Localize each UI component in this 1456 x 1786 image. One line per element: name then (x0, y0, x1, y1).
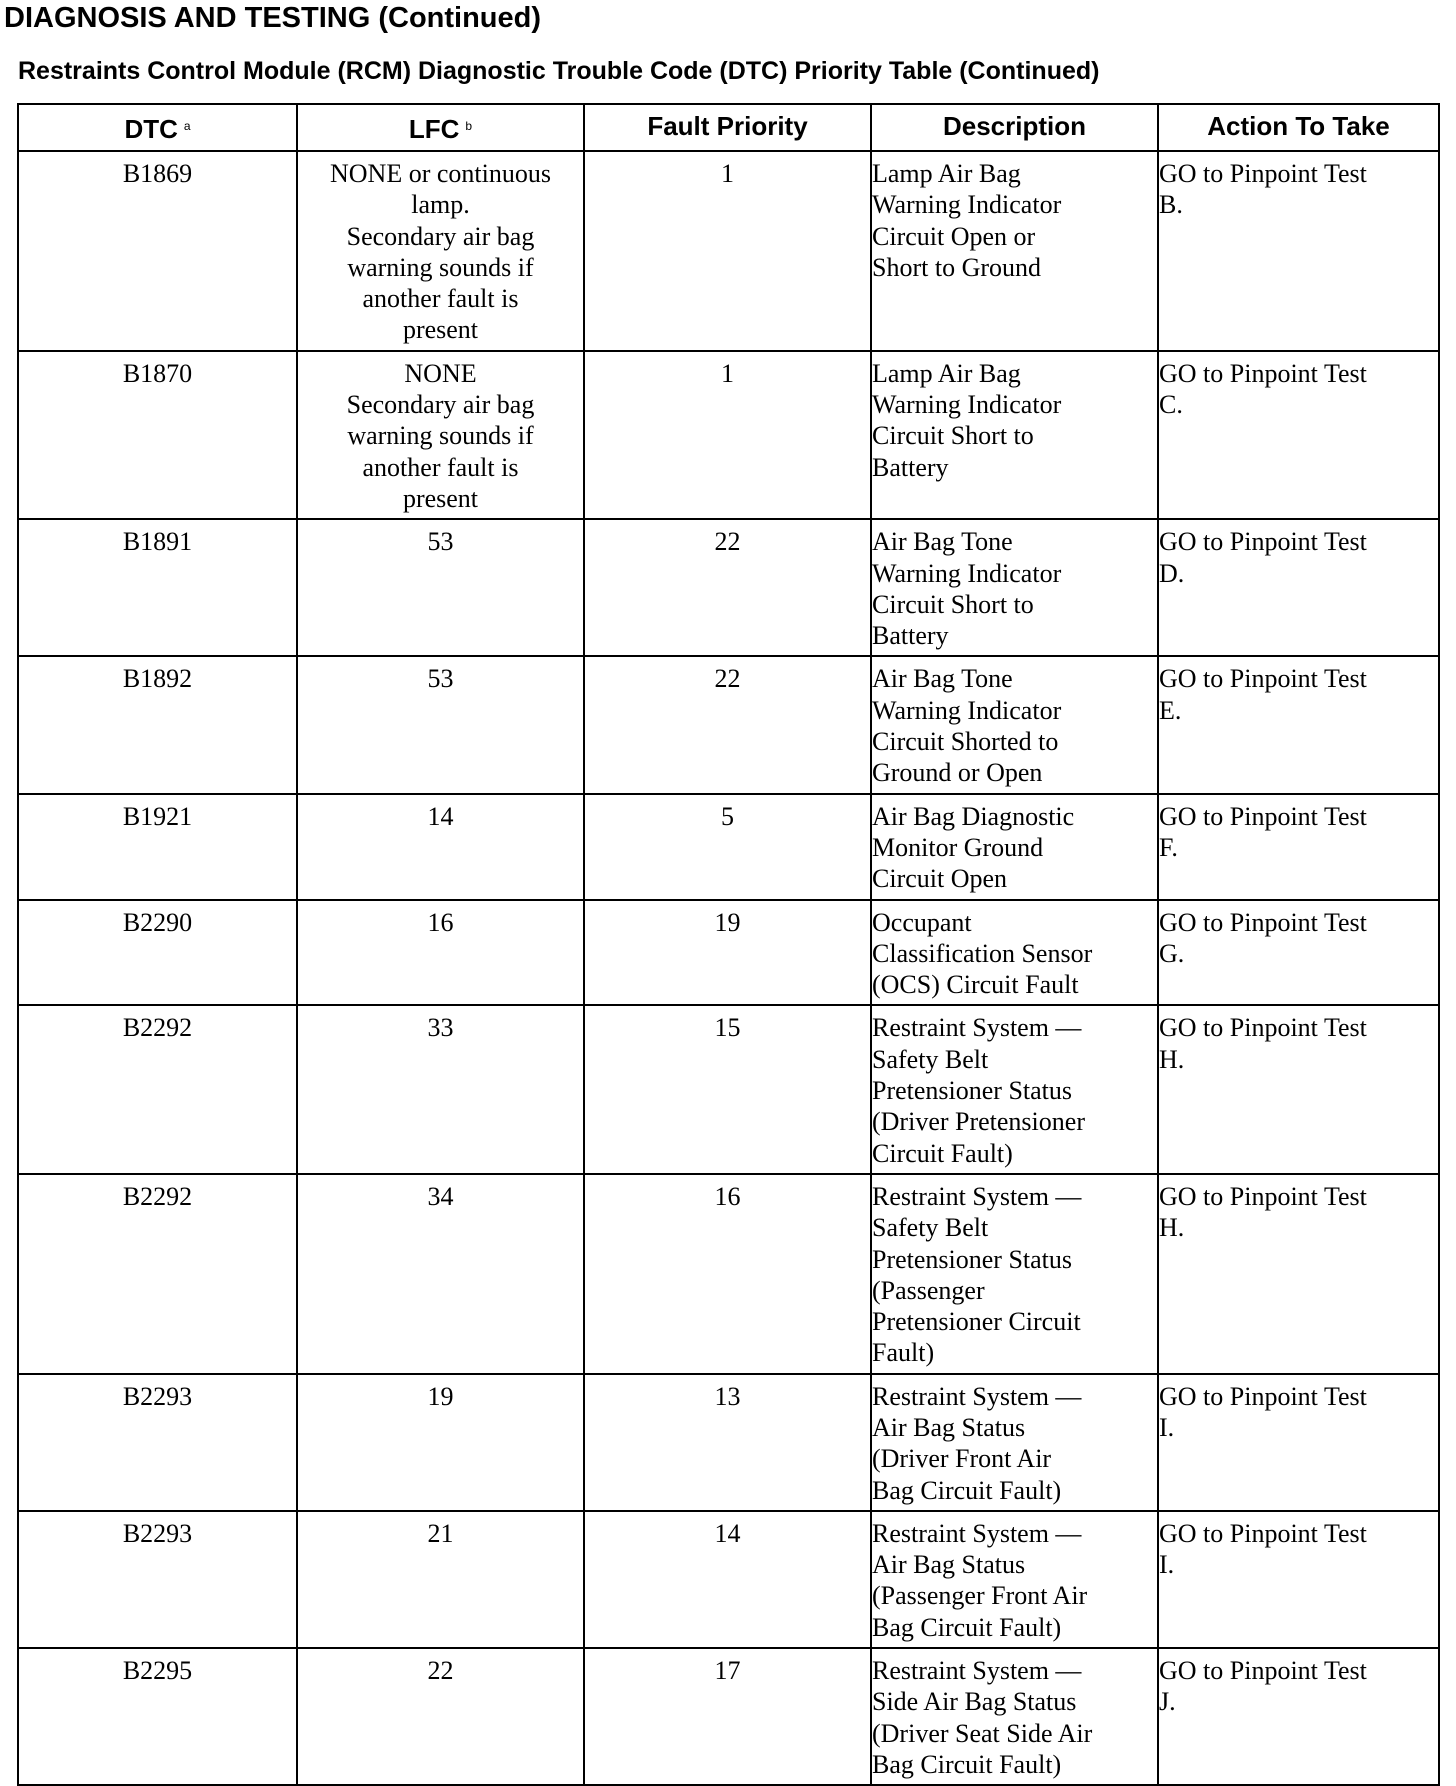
lfc-cell-line: 21 (427, 1518, 454, 1548)
description-cell (871, 1648, 1158, 1785)
dtc-code-cell: B2293 (18, 1374, 297, 1511)
action-cell-line: GO to Pinpoint Test (1159, 1518, 1367, 1548)
description-cell (871, 519, 1158, 656)
description-cell-line: Safety Belt (872, 1044, 989, 1074)
description-cell-line: Restraint System — (872, 1181, 1082, 1211)
description-cell-line: Side Air Bag Status (872, 1687, 1077, 1717)
description-cell-line: Bag Circuit Fault) (872, 1612, 1062, 1642)
action-cell-line: GO to Pinpoint Test (1159, 159, 1367, 188)
footnote-marker-b: b (465, 119, 473, 133)
description-cell-line: Air Bag Tone (872, 664, 1013, 694)
lfc-cell-line: another fault is (362, 284, 519, 314)
description-cell-line: (Passenger (872, 1275, 985, 1305)
action-cell-line: C. (1159, 390, 1183, 420)
description-cell-line: Restraint System — (872, 1381, 1082, 1411)
lfc-cell (297, 1648, 584, 1785)
action-cell-line: E. (1159, 695, 1182, 725)
lfc-cell-line: 16 (427, 907, 454, 937)
lfc-cell (297, 519, 584, 656)
action-cell (1158, 1511, 1439, 1648)
lfc-cell-line: Secondary air bag (346, 390, 535, 420)
description-cell-line: (OCS) Circuit Fault (872, 970, 1079, 1000)
lfc-cell-line: present (402, 315, 479, 345)
dtc-code-cell: B2290 (18, 900, 297, 1006)
lfc-cell (297, 1374, 584, 1511)
description-cell-line: Classification Sensor (872, 938, 1093, 968)
action-cell-line: B. (1159, 190, 1183, 220)
action-cell (1158, 1005, 1439, 1173)
lfc-cell (297, 351, 584, 519)
description-cell (871, 351, 1158, 519)
description-cell-line: Pretensioner Status (872, 1244, 1073, 1274)
action-cell-line: G. (1159, 938, 1185, 968)
lfc-cell-line: present (402, 483, 479, 513)
lfc-cell-line: 33 (427, 1013, 454, 1043)
description-cell (871, 794, 1158, 900)
fault-priority-cell: 1 (584, 351, 871, 519)
lfc-cell (297, 1174, 584, 1374)
description-cell-line: Warning Indicator (872, 390, 1062, 420)
dtc-priority-table (17, 103, 1440, 1786)
lfc-cell (297, 1511, 584, 1648)
description-cell-line: Air Bag Diagnostic (872, 801, 1075, 831)
description-cell-line: Restraint System — (872, 1656, 1082, 1686)
table-row (18, 794, 1439, 900)
lfc-cell (297, 900, 584, 1006)
description-cell (871, 1511, 1158, 1648)
description-cell-line: Circuit Open (872, 864, 1008, 894)
table-row (18, 900, 1439, 1006)
dtc-code-cell: B1891 (18, 519, 297, 656)
header-lfc-label: LFC (408, 114, 460, 144)
dtc-code-cell: B1870 (18, 351, 297, 519)
action-cell (1158, 794, 1439, 900)
action-cell-line: GO to Pinpoint Test (1159, 1381, 1367, 1411)
fault-priority-cell: 17 (584, 1648, 871, 1785)
table-row (18, 1648, 1439, 1785)
description-cell-line: Battery (872, 452, 949, 482)
action-cell (1158, 1648, 1439, 1785)
table-row (18, 151, 1439, 351)
description-cell-line: Bag Circuit Fault) (872, 1749, 1062, 1779)
fault-priority-cell: 22 (584, 519, 871, 656)
fault-priority-cell: 13 (584, 1374, 871, 1511)
description-cell-line: Lamp Air Bag (872, 358, 1021, 388)
description-cell-line: Circuit Shorted to (872, 727, 1059, 757)
action-cell (1158, 900, 1439, 1006)
lfc-cell-line: 34 (427, 1181, 454, 1211)
description-cell (871, 151, 1158, 351)
fault-priority-cell: 16 (584, 1174, 871, 1374)
action-cell-line: H. (1159, 1044, 1185, 1074)
dtc-code-cell: B2295 (18, 1648, 297, 1785)
lfc-cell-line: 22 (427, 1656, 454, 1686)
lfc-cell-line: warning sounds if (347, 421, 534, 451)
action-cell (1158, 1374, 1439, 1511)
description-cell-line: Pretensioner Status (872, 1076, 1073, 1106)
dtc-code-cell: B2293 (18, 1511, 297, 1648)
lfc-cell (297, 1005, 584, 1173)
description-cell-line: Warning Indicator (872, 558, 1062, 588)
description-cell-line: Circuit Fault) (872, 1138, 1013, 1168)
action-cell-line: GO to Pinpoint Test (1159, 358, 1367, 388)
description-cell-line: Warning Indicator (872, 190, 1062, 220)
table-row (18, 656, 1439, 793)
action-cell-line: H. (1159, 1213, 1185, 1243)
lfc-cell (297, 794, 584, 900)
lfc-cell-line: 14 (427, 801, 454, 831)
description-cell-line: Occupant (872, 907, 972, 937)
lfc-cell-line: another fault is (362, 452, 519, 482)
footnote-marker-a: a (183, 119, 191, 133)
description-cell-line: (Driver Pretensioner (872, 1107, 1085, 1137)
description-cell-line: Pretensioner Circuit (872, 1307, 1081, 1337)
table-title: Restraints Control Module (RCM) Diagnostic Trouble Code (DTC) Priority Table (Continued) (18, 57, 1100, 85)
action-cell-line: F. (1159, 832, 1178, 862)
description-cell-line: Bag Circuit Fault) (872, 1475, 1062, 1505)
description-cell (871, 1374, 1158, 1511)
table-row (18, 519, 1439, 656)
header-action: Action To Take (1158, 104, 1439, 151)
action-cell (1158, 151, 1439, 351)
action-cell-line: D. (1159, 558, 1185, 588)
action-cell (1158, 351, 1439, 519)
fault-priority-cell: 15 (584, 1005, 871, 1173)
description-cell-line: Ground or Open (872, 758, 1043, 788)
dtc-code-cell: B2292 (18, 1005, 297, 1173)
header-description: Description (871, 104, 1158, 151)
description-cell (871, 1174, 1158, 1374)
lfc-cell (297, 656, 584, 793)
action-cell-line: GO to Pinpoint Test (1159, 1013, 1367, 1043)
lfc-cell-line: lamp. (411, 190, 470, 220)
description-cell-line: (Driver Front Air (872, 1444, 1052, 1474)
description-cell-line: Air Bag Tone (872, 527, 1013, 557)
header-fault-priority: Fault Priority (584, 104, 871, 151)
table-row (18, 1005, 1439, 1173)
table-row (18, 1374, 1439, 1511)
page-title: DIAGNOSIS AND TESTING (Continued) (4, 2, 542, 34)
action-cell-line: GO to Pinpoint Test (1159, 801, 1367, 831)
table-body (18, 151, 1439, 1785)
table-row (18, 351, 1439, 519)
fault-priority-cell: 22 (584, 656, 871, 793)
lfc-cell-line: 53 (427, 664, 454, 694)
lfc-cell-line: Secondary air bag (346, 221, 535, 251)
lfc-cell-line: warning sounds if (347, 252, 534, 282)
action-cell-line: I. (1159, 1412, 1175, 1442)
description-cell-line: Lamp Air Bag (872, 159, 1021, 188)
action-cell-line: GO to Pinpoint Test (1159, 907, 1367, 937)
description-cell-line: Circuit Short to (872, 421, 1034, 451)
action-cell-line: I. (1159, 1550, 1175, 1580)
description-cell (871, 900, 1158, 1006)
dtc-code-cell: B1892 (18, 656, 297, 793)
description-cell-line: Monitor Ground (872, 832, 1044, 862)
action-cell-line: GO to Pinpoint Test (1159, 664, 1367, 694)
header-lfc (297, 104, 584, 151)
dtc-code-cell: B1869 (18, 151, 297, 351)
action-cell-line: J. (1159, 1687, 1176, 1717)
fault-priority-cell: 14 (584, 1511, 871, 1648)
action-cell-line: GO to Pinpoint Test (1159, 527, 1367, 557)
dtc-code-cell: B1921 (18, 794, 297, 900)
description-cell-line: Battery (872, 621, 949, 651)
description-cell-line: Restraint System — (872, 1518, 1082, 1548)
header-dtc-label: DTC (124, 114, 178, 144)
dtc-code-cell: B2292 (18, 1174, 297, 1374)
action-cell (1158, 656, 1439, 793)
lfc-cell (297, 151, 584, 351)
action-cell (1158, 519, 1439, 656)
description-cell-line: Air Bag Status (872, 1412, 1026, 1442)
fault-priority-cell: 19 (584, 900, 871, 1006)
description-cell-line: Circuit Short to (872, 589, 1034, 619)
lfc-cell-line: 19 (427, 1381, 454, 1411)
lfc-cell-line: 53 (427, 527, 454, 557)
description-cell-line: (Driver Seat Side Air (872, 1718, 1093, 1748)
table-row (18, 1174, 1439, 1374)
description-cell-line: Safety Belt (872, 1213, 989, 1243)
action-cell-line: GO to Pinpoint Test (1159, 1181, 1367, 1211)
description-cell-line: Restraint System — (872, 1013, 1082, 1043)
action-cell (1158, 1174, 1439, 1374)
table-row (18, 1511, 1439, 1648)
lfc-cell-line: NONE or continuous (330, 159, 551, 188)
description-cell-line: Warning Indicator (872, 695, 1062, 725)
header-dtc (18, 104, 297, 151)
action-cell-line: GO to Pinpoint Test (1159, 1656, 1367, 1686)
fault-priority-cell: 1 (584, 151, 871, 351)
description-cell-line: Circuit Open or (872, 221, 1036, 251)
description-cell (871, 1005, 1158, 1173)
lfc-cell-line: NONE (404, 358, 477, 388)
description-cell-line: (Passenger Front Air (872, 1581, 1088, 1611)
description-cell-line: Short to Ground (872, 252, 1041, 282)
description-cell-line: Fault) (872, 1338, 935, 1368)
description-cell (871, 656, 1158, 793)
fault-priority-cell: 5 (584, 794, 871, 900)
table-header-row (18, 104, 1439, 151)
description-cell-line: Air Bag Status (872, 1550, 1026, 1580)
